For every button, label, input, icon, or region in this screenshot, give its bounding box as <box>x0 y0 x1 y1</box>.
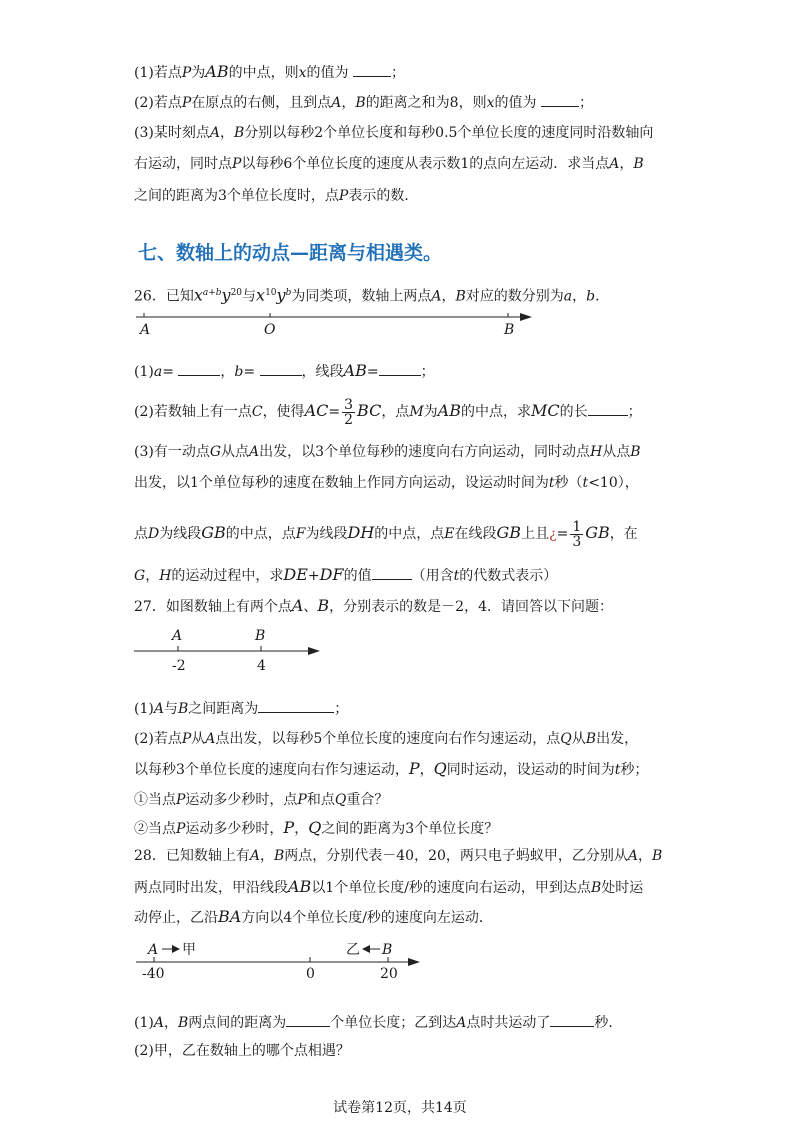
q28-axis-number-b: 20 <box>380 966 398 982</box>
q28-axis-number-a: -40 <box>142 966 165 982</box>
q25-part3-line3: 之间的距离为3个单位长度时，点P表示的数． <box>134 188 419 204</box>
q25-part1: (1)若点P为AB的中点，则x的值为 ； <box>134 62 405 81</box>
q26-part3-line1: (3)有一动点G从点A出发，以3个单位每秒的速度向右方向运动，同时动点H从点B <box>134 444 641 460</box>
q27-part2-line4: ②当点P运动多少秒时，P，Q之间的距离为3个单位长度？ <box>134 818 499 837</box>
q27-axis-letter-a: A <box>172 628 183 644</box>
q25-part3-line2: 右运动，同时点P以每秒6个单位长度的速度从表示数1的点向左运动．求当点A，B <box>134 156 644 172</box>
q27-part2-line1: (2)若点P从A点出发，以每秒5个单位长度的速度向右作匀速运动，点Q从B出发， <box>134 731 639 747</box>
q28-axis-label-a: A <box>148 942 159 958</box>
q28-axis-label-jia: 甲 <box>182 942 196 958</box>
q28-axis-label-b: B <box>382 942 393 958</box>
q27-axis-letter-b: B <box>255 628 266 644</box>
q27-part2-line2: 以每秒3个单位长度的速度向右作匀速运动，P，Q同时运动，设运动的时间为t秒； <box>134 759 649 778</box>
q25-part3-line1: (3)某时刻点A，B分别以每秒2个单位长度和每秒0.5个单位长度的速度同时沿数轴向 <box>134 125 654 141</box>
q27-axis-number-a: -2 <box>172 658 186 674</box>
q28-number-line <box>134 936 434 984</box>
q27-part2-line3: ①当点P运动多少秒时，点P和点Q重合？ <box>134 792 389 808</box>
section-heading: 七、数轴上的动点—距离与相遇类。 <box>138 242 443 264</box>
q26-part2: (2)若数轴上有一点C，使得AC= $\frac{3}{2}$ BC，点M为AB的中点，求MC的长 ； <box>134 396 642 428</box>
q28-part1: (1)A，B两点间的距离为 个单位长度；乙到达A点时共运动了 秒． <box>134 1012 622 1033</box>
q26-stem: 26．已知$x^{a+b}y^{20}$与$x^{10}y^b$为同类项，数轴上两点A，B对应的数分别为a，b． <box>134 285 610 305</box>
q27-part1: (1)A与B之间距离为 ； <box>134 698 348 719</box>
q26-part3-line4: G，H的运动过程中，求DE+DF的值 （用含t的代数式表示） <box>134 565 558 584</box>
q26-axis-label-b: B <box>504 322 515 338</box>
q27-number-line <box>134 626 334 674</box>
q28-part2: (2)甲，乙在数轴上的哪个点相遇？ <box>134 1043 350 1059</box>
q26-part1: (1)a= ，b= ，线段AB= ； <box>134 361 435 380</box>
q28-stem-line3: 动停止，乙沿BA方向以4个单位长度/秒的速度向左运动． <box>134 907 493 926</box>
q26-number-line <box>134 308 534 338</box>
page-footer: 试卷第12页，共14页 <box>333 1100 467 1116</box>
q28-stem-line2: 两点同时出发，甲沿线段AB以1个单位长度/秒的速度向右运动，甲到达点B处时运 <box>134 877 644 896</box>
q25-part2: (2)若点P在原点的右侧，且到点A，B的距离之和为8，则x的值为 ； <box>134 92 593 113</box>
q26-axis-label-a: A <box>140 322 151 338</box>
q28-axis-number-zero: 0 <box>306 966 315 982</box>
q26-part3-line3: 点D为线段GB的中点，点F为线段DH的中点，点E在线段GB上且¿= $\frac{1}{3}$ GB，在 <box>134 518 638 550</box>
q26-axis-label-o: O <box>264 322 276 338</box>
q27-axis-number-b: 4 <box>257 658 266 674</box>
q28-axis-label-yi: 乙 <box>346 942 360 958</box>
q26-part3-line2: 出发，以1个单位每秒的速度在数轴上作同方向运动，设运动时间为t秒（t<10）， <box>134 475 639 491</box>
q27-stem: 27．如图数轴上有两个点A、B，分别表示的数是－2，4．请回答以下问题： <box>134 596 613 615</box>
q28-stem-line1: 28．已知数轴上有A，B两点，分别代表－40，20，两只电子蚂蚁甲，乙分别从A，B <box>134 848 663 864</box>
